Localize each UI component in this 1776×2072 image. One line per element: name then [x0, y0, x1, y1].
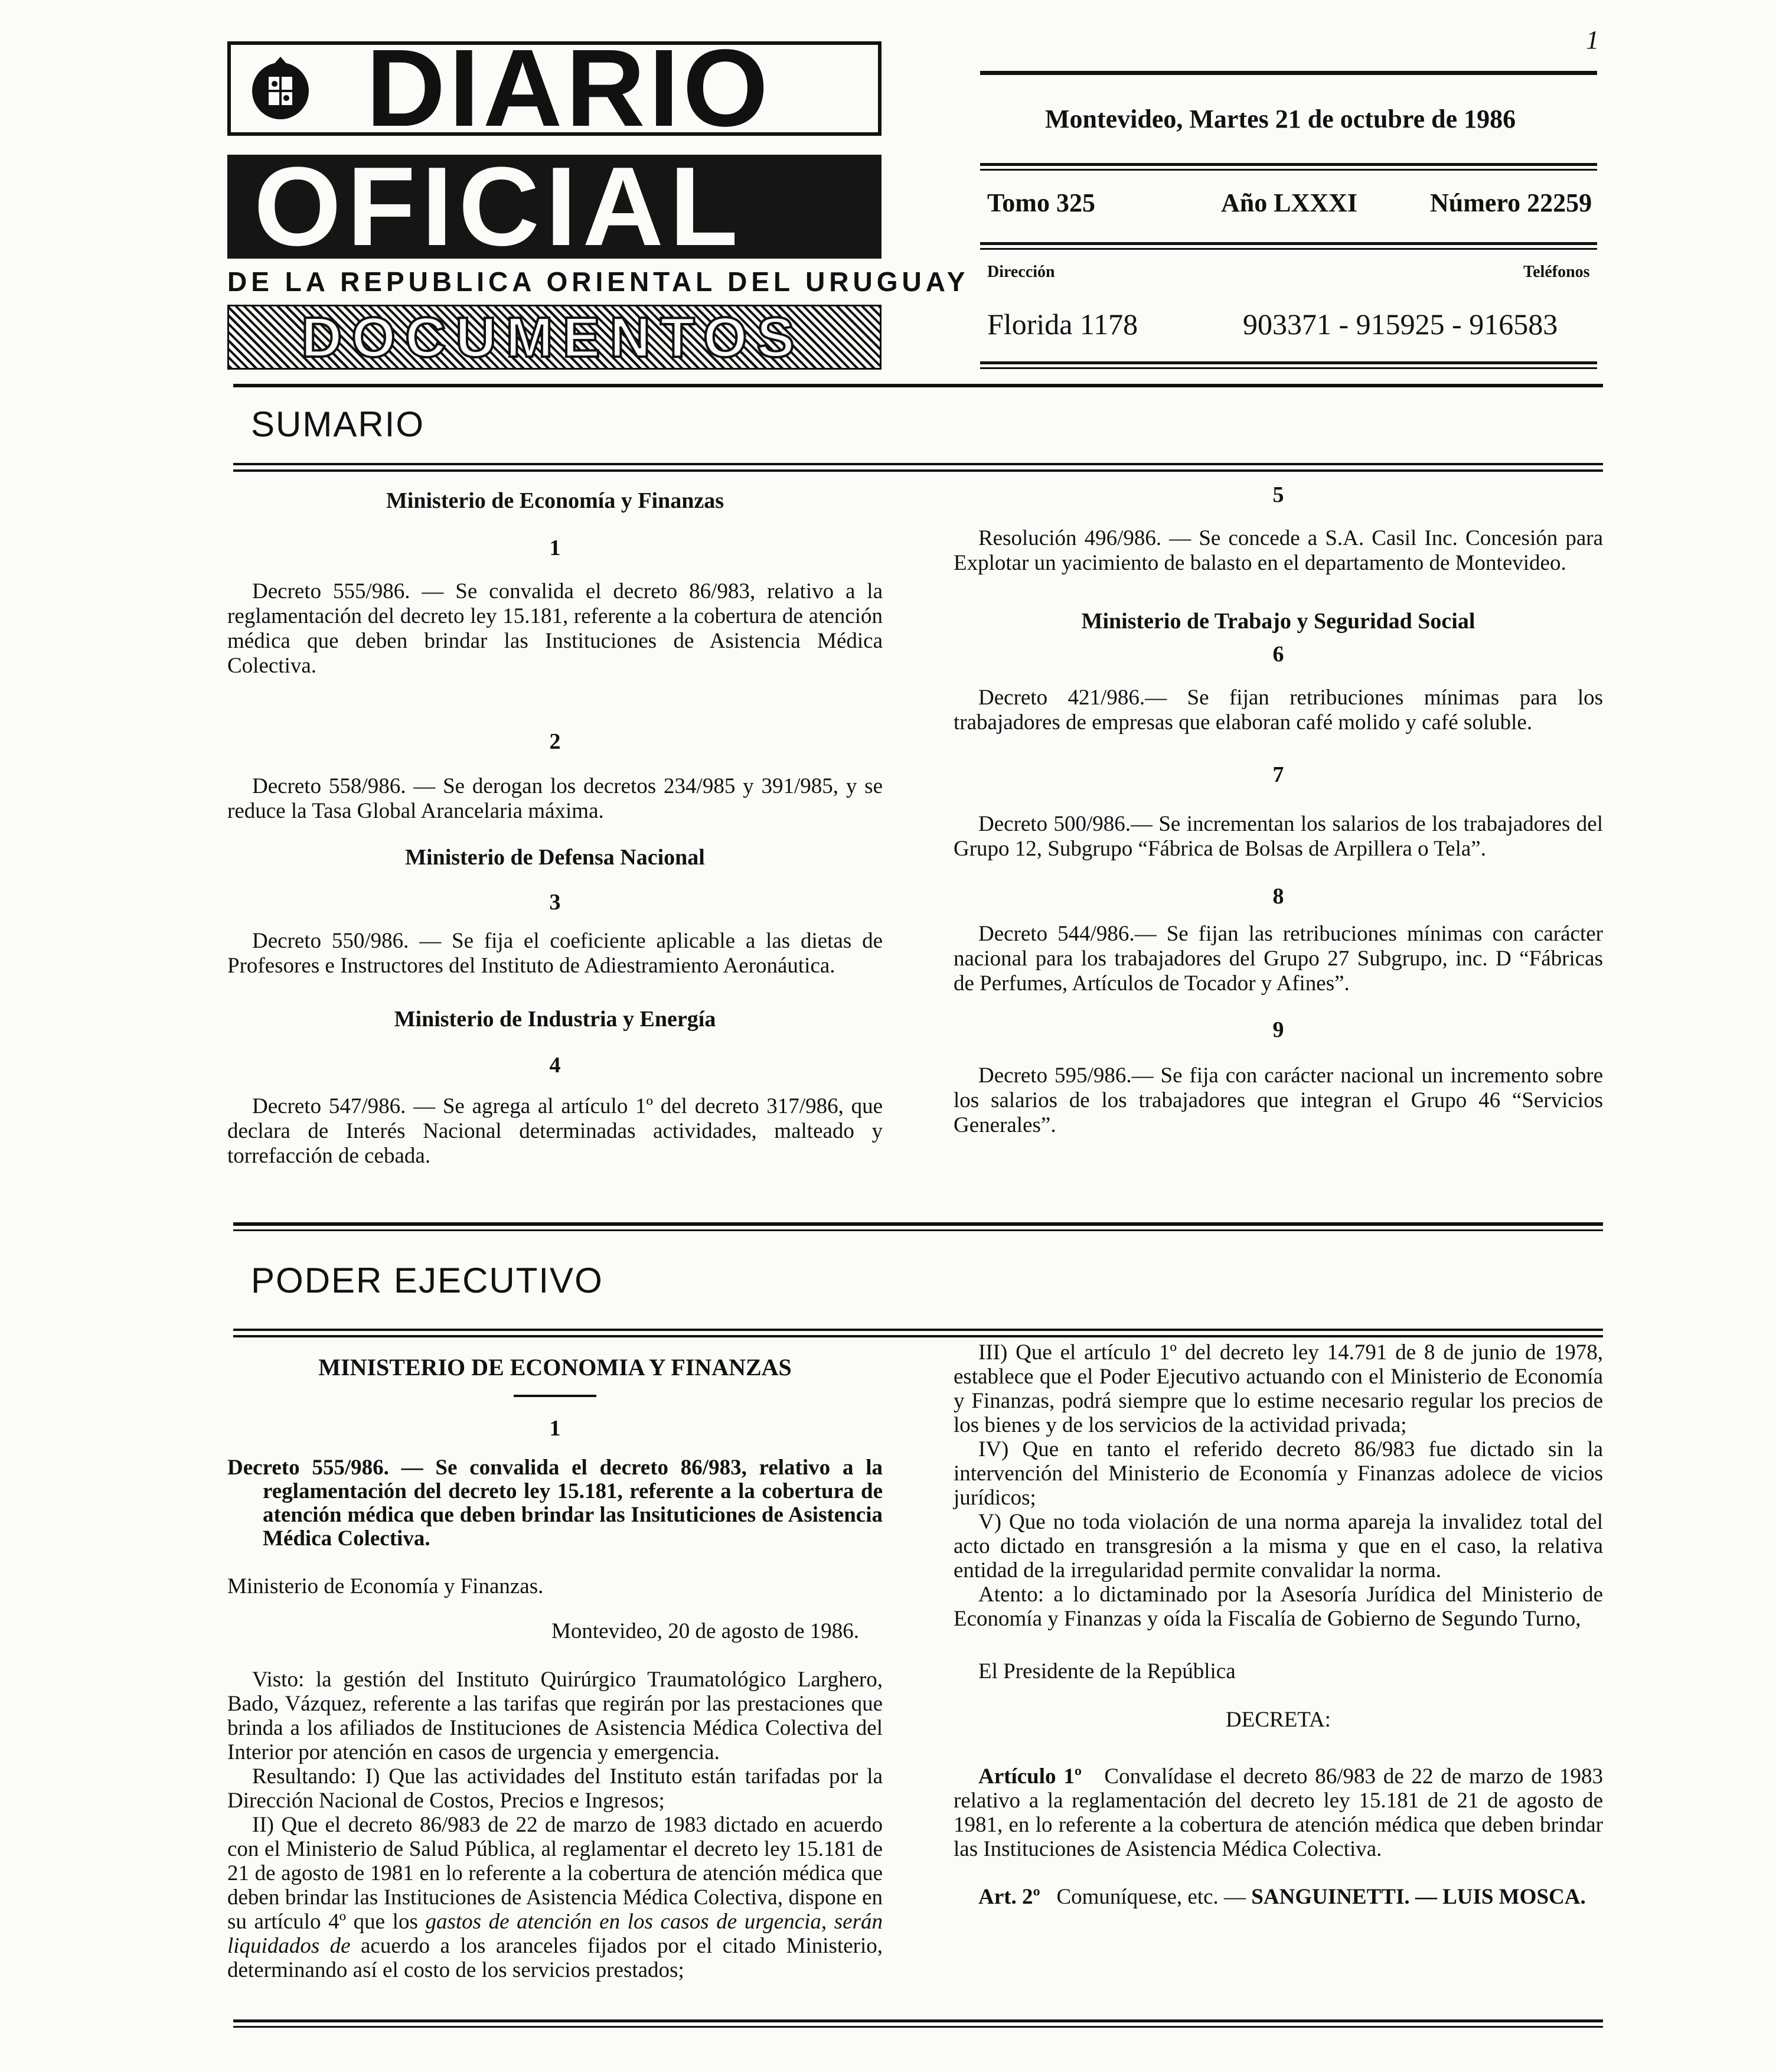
item-number: 7 — [1272, 762, 1284, 787]
sumario-entry: Decreto 555/986. — Se convalida el decreto 86/983, relativo a la reglamentación del decreto ley 15.181, referente a la cobertura de atención médica que deben brindar las Instituciones de Asistencia Médica Colectiva. — [227, 579, 883, 678]
signers: SANGUINETTI. — LUIS MOSCA. — [1251, 1885, 1586, 1909]
decreto-right-column — [954, 1340, 1603, 1910]
resultando-1: Resultando: I) Que las actividades del Instituto están tarifadas por la Dirección Nacional de Costos, Precios e Ingresos; — [227, 1764, 883, 1813]
tomo: Tomo 325 — [987, 188, 1095, 217]
sumario-entry: Decreto 595/986.— Se fija con carácter nacional un incremento sobre los salarios de los trabajadores que integran el Grupo 46 “Servicios Generales”. — [954, 1063, 1603, 1137]
section-rule — [233, 1335, 1603, 1337]
item-number: 2 — [549, 729, 561, 754]
page-number: 1 — [1586, 25, 1599, 54]
resultando-2-italic: gastos de atención en los casos de urgencia, serán liquidados de — [227, 1910, 883, 1958]
footer-rule — [233, 2026, 1603, 2028]
header-rule — [980, 169, 1597, 171]
section-rule — [233, 384, 1603, 387]
masthead-subtitle: DE LA REPUBLICA ORIENTAL DEL URUGUAY — [227, 266, 969, 297]
resultando-2-start: II) Que el decreto 86/983 de 22 de marzo de 1983 dictado en acuerdo con el Ministerio de Salud Pública, al reglamentar el decreto ley 15.181 de 21 de agosto de 1981 en lo referente a la cobertura de atención médica que deben brindar las Instituciones de Asistencia Médica Colectiva, dispone en su artículo 4º que los — [227, 1813, 883, 1934]
sumario-entry: Resolución 496/986. — Se concede a S.A. Casil Inc. Concesión para Explotar un yacimiento de balasto en el departamento de Montevideo. — [954, 526, 1603, 575]
articulo-2-label: Art. 2º — [978, 1885, 1040, 1909]
ministry-heading: Ministerio de Trabajo y Seguridad Social — [1081, 609, 1475, 634]
ministry-heading: Ministerio de Economía y Finanzas — [386, 488, 724, 513]
poder-ejecutivo-title: PODER EJECUTIVO — [251, 1261, 603, 1300]
articulo-1-text: Convalídase el decreto 86/983 de 22 de marzo de 1983 relativo a la reglamentación del decreto ley 15.181 de 21 de agosto de 1981, en lo referente a la cobertura de atención médica que deben brindar las Instituciones de Asistencia Médica Colectiva. — [954, 1764, 1603, 1861]
sumario-right-column — [954, 481, 1603, 1138]
item-number: 8 — [1272, 884, 1284, 909]
telefonos-label: Teléfonos — [1523, 263, 1590, 281]
item-number: 9 — [1272, 1017, 1284, 1042]
header-rule — [980, 248, 1597, 250]
item-number: 4 — [549, 1053, 561, 1078]
sumario-entry: Decreto 547/986. — Se agrega al artículo 1º del decreto 317/986, que declara de Interés Nacional determinadas actividades, malteado y torrefacción de cebada. — [227, 1094, 883, 1168]
issue-date: Montevideo, Martes 21 de octubre de 1986 — [1045, 105, 1516, 133]
ministry-underline — [514, 1395, 596, 1397]
articulo-2 — [954, 1885, 1603, 1910]
resultando-5: V) Que no toda violación de una norma apareja la invalidez total del acto dictado en transgresión a la misma y que en el caso, la relativa entidad de la irregularidad permite convalidar la norma. — [954, 1510, 1603, 1582]
sumario-entry: Decreto 550/986. — Se fija el coeficiente aplicable a las dietas de Profesores e Instructores del Instituto de Adiestramiento Aeronáutica. — [227, 929, 883, 978]
header-rule — [980, 71, 1597, 75]
resultando-2 — [227, 1813, 883, 1982]
header-rule — [980, 367, 1597, 369]
section-rule — [233, 1329, 1603, 1331]
item-number: 1 — [549, 536, 561, 560]
articulo-2-text: Comuníquese, etc. — — [1056, 1885, 1246, 1909]
section-rule — [233, 469, 1603, 472]
decreta: DECRETA: — [1226, 1708, 1331, 1732]
sumario-left-column — [227, 487, 883, 1169]
articulo-1 — [954, 1764, 1603, 1861]
header-rule — [980, 163, 1597, 166]
coat-of-arms-icon — [239, 48, 322, 131]
item-number: 1 — [549, 1416, 561, 1441]
section-rule — [233, 463, 1603, 465]
resultando-3: III) Que el artículo 1º del decreto ley 14.791 de 8 de junio de 1978, establece que el Poder Ejecutivo actuando con el Ministerio de Economía y Finanzas, podrá siempre que lo estime necesario regular los precios de los bienes y de los servicios de la actividad privada; — [954, 1340, 1603, 1437]
section-rule — [233, 1229, 1603, 1231]
footer-rule — [233, 2019, 1603, 2022]
header-rule — [980, 242, 1597, 245]
sumario-entry: Decreto 421/986.— Se fijan retribuciones mínimas para los trabajadores de empresas que elaboran café molido y café soluble. — [954, 686, 1603, 735]
direccion: Florida 1178 — [987, 308, 1138, 341]
decreto-left-column — [227, 1353, 883, 1982]
item-number: 3 — [549, 890, 561, 915]
telefonos: 903371 - 915925 - 916583 — [1243, 308, 1558, 341]
sumario-entry: Decreto 544/986.— Se fijan las retribuciones mínimas con carácter nacional para los trabajadores del Grupo 27 Subgrupo, inc. D “Fábricas de Perfumes, Artículos de Tocador y Afines”. — [954, 922, 1603, 996]
masthead-title-oficial: OFICIAL — [254, 144, 744, 269]
sumario-title: SUMARIO — [251, 404, 425, 444]
item-number: 5 — [1272, 482, 1284, 507]
numero: Número 22259 — [1430, 188, 1592, 217]
section-rule — [233, 1222, 1603, 1226]
articulo-1-label: Artículo 1º — [978, 1764, 1082, 1789]
resultando-4: IV) Que en tanto el referido decreto 86/983 fue dictado sin la intervención del Ministerio de Economía y Finanzas adolece de vicios jurídicos; — [954, 1437, 1603, 1510]
anio: Año LXXXI — [1221, 188, 1358, 217]
header-rule — [980, 361, 1597, 364]
ministry-heading: Ministerio de Industria y Energía — [394, 1007, 716, 1032]
place-date: Montevideo, 20 de agosto de 1986. — [551, 1619, 859, 1643]
ministry-heading: MINISTERIO DE ECONOMIA Y FINANZAS — [318, 1354, 792, 1381]
decreto-heading: Decreto 555/986. — Se convalida el decreto 86/983, relativo a la reglamentación del decreto ley 15.181, referente a la cobertura de atención médica que deben brindar las Insituticiones de Asistencia Médica Colectiva. — [227, 1456, 883, 1551]
masthead-title-diario: DIARIO — [366, 27, 772, 149]
visto: Visto: la gestión del Instituto Quirúrgico Traumatológico Larghero, Bado, Vázquez, referente a las tarifas que regirán por las prestaciones que brinda a los afiliados de Instituciones de Asistencia Médica Colectiva del Interior por atención en casos de urgencia y emergencia. — [227, 1668, 883, 1764]
masthead-documentos: DOCUMENTOS — [301, 306, 804, 369]
resultando-2-end: acuerdo a los aranceles fijados por el citado Ministerio, determinando así el costo de los servicios prestados; — [227, 1934, 883, 1982]
direccion-label: Dirección — [987, 263, 1055, 281]
sumario-entry: Decreto 500/986.— Se incrementan los salarios de los trabajadores del Grupo 12, Subgrupo “Fábrica de Bolsas de Arpillera o Tela”. — [954, 812, 1603, 861]
presidente: El Presidente de la República — [978, 1659, 1236, 1683]
atento: Atento: a lo dictaminado por la Asesoría Jurídica del Ministerio de Economía y Finanzas y oída la Fiscalía de Gobierno de Segundo Turno, — [954, 1582, 1603, 1631]
sumario-entry: Decreto 558/986. — Se derogan los decretos 234/985 y 391/985, y se reduce la Tasa Global Arancelaria máxima. — [227, 774, 883, 823]
ministerio-line: Ministerio de Economía y Finanzas. — [227, 1574, 544, 1598]
ministry-heading: Ministerio de Defensa Nacional — [405, 845, 705, 870]
item-number: 6 — [1272, 642, 1284, 667]
